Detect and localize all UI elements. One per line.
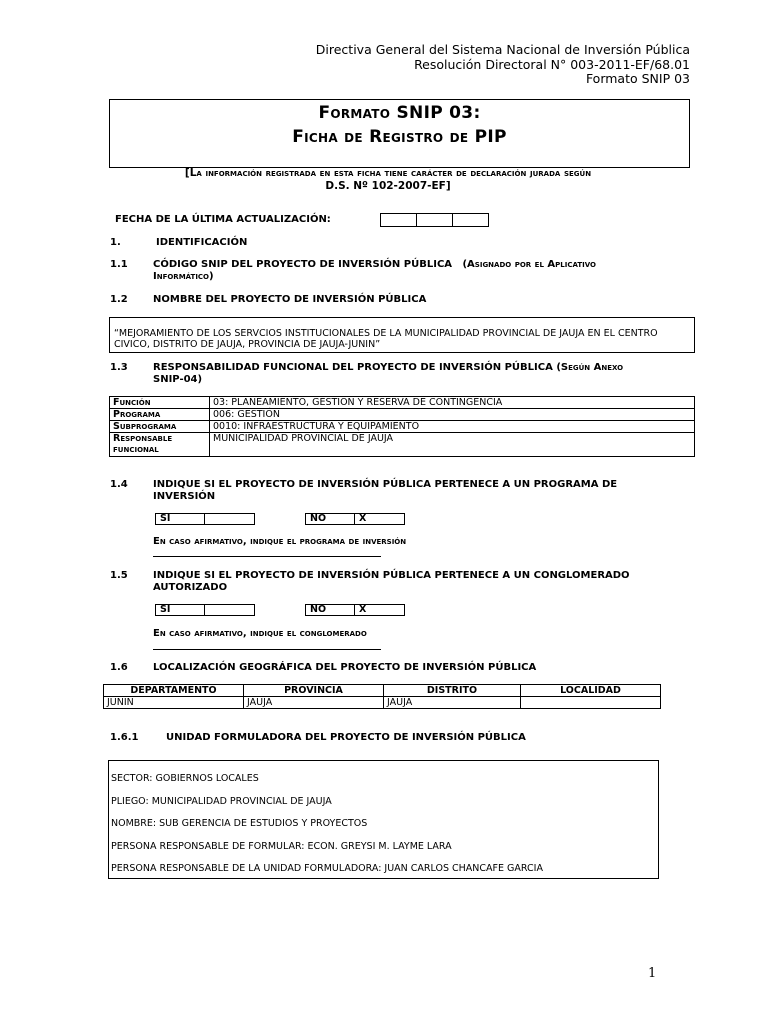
conglomerate-no-value[interactable]: X	[359, 604, 367, 615]
project-name-box[interactable]: “MEJORAMIENTO DE LOS SERVCIOS INSTITUCIONALES DE LA MUNICIPALIDAD PROVINCIAL DE JAUJA EN EL CENTRO CIVICO, DISTRITO DE JAUJA, PROVINCIA DE JAUJA-JUNIN”	[109, 317, 695, 353]
declaration-line-2: D.S. Nº 102-2007-EF]	[325, 180, 451, 192]
conglomerate-note: En caso afirmativo, indique el conglomerado	[153, 628, 367, 639]
program-label: Programa	[110, 409, 210, 421]
section-1-3-title	[153, 362, 673, 386]
section-1-6-1-number: 1.6.1	[110, 732, 139, 743]
function-value[interactable]: 03: PLANEAMIENTO, GESTION Y RESERVA DE CONTINGENCIA	[210, 397, 695, 409]
table-row	[110, 409, 695, 421]
conglomerate-yes-value[interactable]	[205, 605, 254, 615]
table-row	[104, 697, 661, 709]
header-format: Formato SNIP 03	[585, 71, 690, 86]
locality-value[interactable]	[521, 697, 661, 709]
page-number: 1	[648, 966, 657, 981]
conglomerate-yes-box[interactable]	[155, 604, 255, 616]
program-yes-value[interactable]	[205, 514, 254, 524]
functional-responsibility-title: RESPONSABILIDAD FUNCIONAL DEL PROYECTO DE INVERSIÓN PÚBLICA	[153, 362, 553, 373]
last-update-label: FECHA DE LA ÚLTIMA ACTUALIZACIÓN:	[115, 214, 331, 225]
page-title: Formato SNIP 03:	[318, 103, 481, 123]
section-1-4-title	[153, 479, 673, 503]
section-1-6-title: LOCALIZACIÓN GEOGRÁFICA DEL PROYECTO DE INVERSIÓN PÚBLICA	[153, 662, 537, 673]
section-1-title: IDENTIFICACIÓN	[156, 237, 248, 248]
table-header-row	[104, 685, 661, 697]
program-note: En caso afirmativo, indique el programa de inversión	[153, 536, 407, 547]
province-value[interactable]: JAUJA	[244, 697, 384, 709]
conglomerate-no-label: NO	[306, 605, 355, 615]
department-header: DEPARTAMENTO	[104, 685, 244, 697]
declaration-note	[118, 167, 658, 193]
date-month-cell[interactable]	[417, 214, 453, 226]
responsible-value[interactable]: MUNICIPALIDAD PROVINCIAL DE JAUJA	[210, 433, 695, 457]
section-1-1-title	[153, 259, 653, 283]
program-no-value[interactable]: X	[359, 513, 367, 524]
section-1-4-number: 1.4	[110, 479, 128, 490]
unit-name-line[interactable]: NOMBRE: SUB GERENCIA DE ESTUDIOS Y PROYECTOS	[111, 818, 368, 830]
table-row	[110, 421, 695, 433]
program-no-label: NO	[306, 514, 355, 524]
responsible-label: Responsable funcional	[110, 433, 210, 457]
snip-code-note: (Asignado por el Aplicativo	[462, 259, 596, 270]
section-1-3-number: 1.3	[110, 362, 128, 373]
program-yes-label: SI	[156, 514, 205, 524]
formulating-unit-box	[108, 760, 659, 879]
declaration-line-1: [La información registrada en esta ficha tiene carácter de declaración jurada según	[184, 167, 592, 179]
investment-program-question-2: INVERSIÓN	[153, 491, 216, 502]
page-subtitle: Ficha de Registro de PIP	[292, 127, 507, 147]
table-row	[110, 433, 695, 457]
program-answer-line[interactable]	[153, 556, 381, 557]
subprogram-value[interactable]: 0010: INFRAESTRUCTURA Y EQUIPAMIENTO	[210, 421, 695, 433]
conglomerate-question-2: AUTORIZADO	[153, 582, 228, 593]
location-table	[103, 684, 661, 709]
district-header: DISTRITO	[384, 685, 521, 697]
formulator-line[interactable]: PERSONA RESPONSABLE DE FORMULAR: ECON. GREYSI M. LAYME LARA	[111, 840, 452, 852]
snip-code-title: CÓDIGO SNIP DEL PROYECTO DE INVERSIÓN PÚBLICA	[153, 259, 453, 270]
investment-program-question: INDIQUE SI EL PROYECTO DE INVERSIÓN PÚBLICA PERTENECE A UN PROGRAMA DE	[153, 479, 618, 490]
district-value[interactable]: JAUJA	[384, 697, 521, 709]
program-yes-box[interactable]	[155, 513, 255, 525]
header-directive: Directiva General del Sistema Nacional de Inversión Pública	[315, 42, 690, 57]
section-1-6-1-title: UNIDAD FORMULADORA DEL PROYECTO DE INVERSIÓN PÚBLICA	[166, 732, 526, 743]
conglomerate-question: INDIQUE SI EL PROYECTO DE INVERSIÓN PÚBLICA PERTENECE A UN CONGLOMERADO	[153, 570, 630, 581]
date-year-cell[interactable]	[453, 214, 488, 226]
unit-responsible-line[interactable]: PERSONA RESPONSABLE DE LA UNIDAD FORMULADORA: JUAN CARLOS CHANCAFE GARCIA	[111, 863, 543, 875]
program-no-box[interactable]	[305, 513, 405, 525]
last-update-date-box[interactable]	[380, 213, 489, 227]
department-value[interactable]: JUNIN	[104, 697, 244, 709]
conglomerate-no-box[interactable]	[305, 604, 405, 616]
program-value[interactable]: 006: GESTIÓN	[210, 409, 695, 421]
province-header: PROVINCIA	[244, 685, 384, 697]
title-box	[109, 99, 690, 168]
functional-responsibility-annex: SNIP-04)	[153, 374, 203, 385]
conglomerate-yes-label: SI	[156, 605, 205, 615]
header-resolution: Resolución Directoral N° 003-2011-EF/68.01	[414, 57, 690, 72]
functional-responsibility-note: (Según Anexo	[556, 362, 624, 373]
pliego-line[interactable]: PLIEGO: MUNICIPALIDAD PROVINCIAL DE JAUJA	[111, 795, 332, 807]
section-1-2-number: 1.2	[110, 294, 128, 305]
table-row	[110, 397, 695, 409]
function-label: Función	[110, 397, 210, 409]
date-day-cell[interactable]	[381, 214, 417, 226]
section-1-number: 1.	[110, 237, 121, 248]
locality-header: LOCALIDAD	[521, 685, 661, 697]
conglomerate-answer-line[interactable]	[153, 649, 381, 650]
section-1-5-title	[153, 570, 673, 594]
section-1-5-number: 1.5	[110, 570, 128, 581]
sector-line[interactable]: SECTOR: GOBIERNOS LOCALES	[111, 773, 259, 784]
section-1-2-title: NOMBRE DEL PROYECTO DE INVERSIÓN PÚBLICA	[153, 294, 427, 305]
functional-table	[109, 396, 695, 457]
section-1-6-number: 1.6	[110, 662, 128, 673]
subprogram-label: Subprograma	[110, 421, 210, 433]
section-1-1-number: 1.1	[110, 259, 128, 270]
snip-code-note-2: Informático)	[153, 271, 214, 282]
